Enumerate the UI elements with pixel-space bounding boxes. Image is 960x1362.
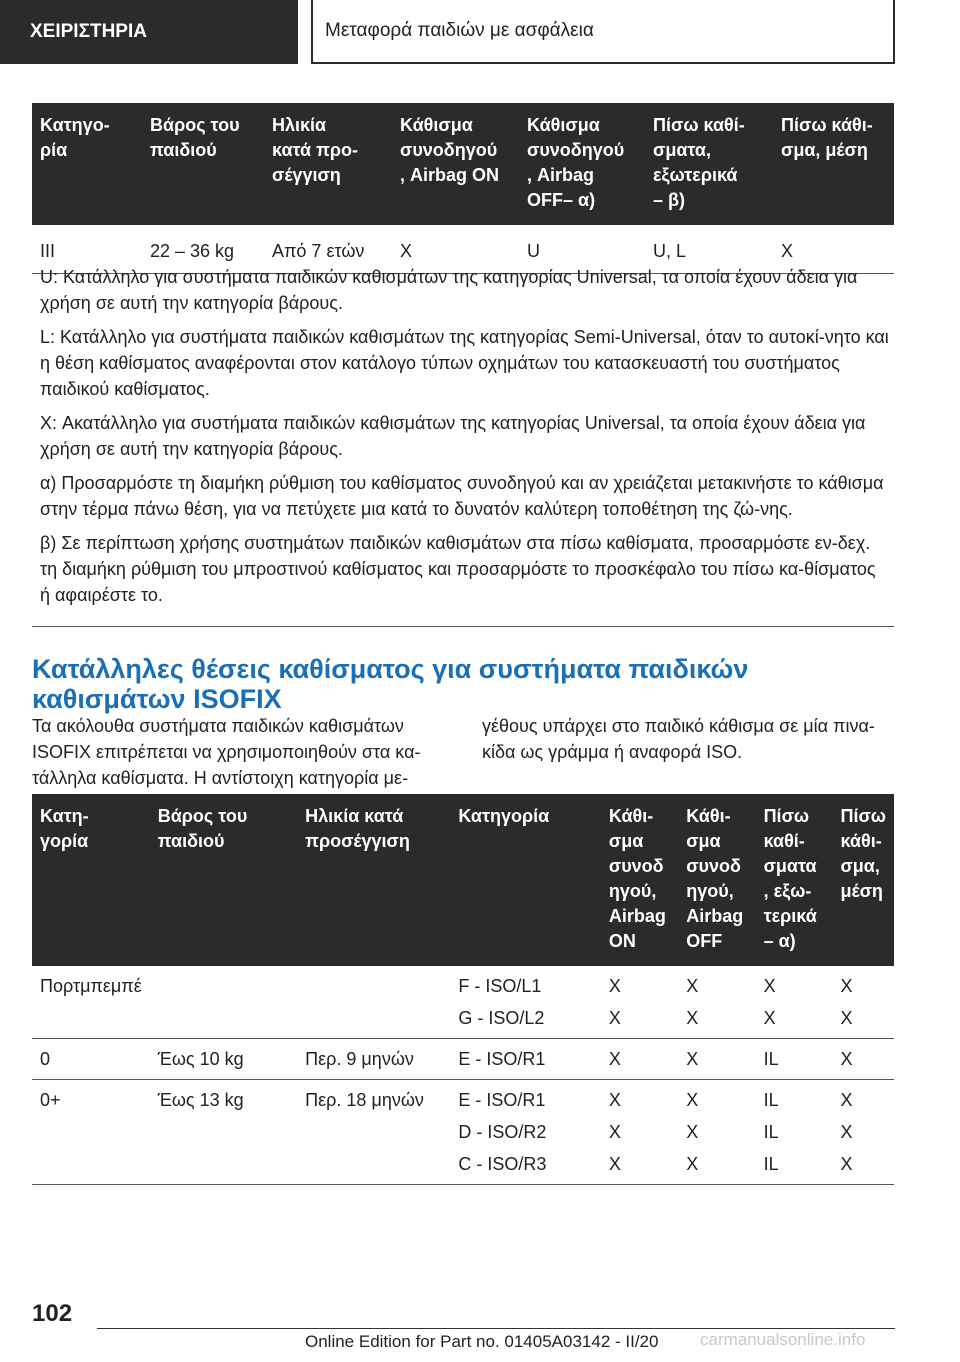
child-seat-table xyxy=(32,103,894,274)
table-cell: 22 – 36 kg xyxy=(142,225,264,274)
cell-line: X xyxy=(608,1090,621,1110)
table-header-cell: Πίσω καθί- σματα, εξωτερικά – β) xyxy=(645,103,773,225)
table-cell: Περ. 18 μηνών xyxy=(297,1080,450,1185)
table-cell xyxy=(601,1080,678,1185)
page-number: 102 xyxy=(32,1300,73,1327)
table-notes xyxy=(40,264,890,616)
table-cell: Έως 10 kg xyxy=(150,1039,297,1080)
table-cell xyxy=(832,966,894,1039)
table-cell: U xyxy=(519,225,645,274)
cell-line: X xyxy=(686,1090,699,1110)
cell-line: X xyxy=(840,1154,853,1174)
table-header-cell: Κατη- γορία xyxy=(32,794,150,966)
table-header-cell: Πίσω κάθι- σμα, μέση xyxy=(773,103,894,225)
table-cell: III xyxy=(32,225,142,274)
table-row xyxy=(32,1039,894,1080)
note-u: U: Κατάλληλο για συστήματα παιδικών καθισμάτων της κατηγορίας Universal, τα οποία έχουν άδεια για χρήση σε αυτή την κατηγορία βάρους. xyxy=(40,267,858,313)
table-cell: 0+ xyxy=(32,1080,150,1185)
cell-line: X xyxy=(608,976,621,996)
table-header-cell: Κατηγο- ρία xyxy=(32,103,142,225)
footer-rule xyxy=(97,1328,895,1329)
cell-line: X xyxy=(763,976,776,996)
table-cell xyxy=(678,1039,755,1080)
cell-line: X xyxy=(840,1090,853,1110)
edition-text: Online Edition for Part no. 01405A03142 - II/20 xyxy=(305,1332,659,1351)
cell-line: E - ISO/R1 xyxy=(458,1049,546,1069)
table-cell xyxy=(756,1080,833,1185)
table-cell: Περ. 9 μηνών xyxy=(297,1039,450,1080)
cell-line: X xyxy=(608,1008,621,1028)
table-cell xyxy=(601,966,678,1039)
table-cell: 0 xyxy=(32,1039,150,1080)
cell-line: IL xyxy=(763,1154,779,1174)
table-cell: Από 7 ετών xyxy=(264,225,392,274)
cell-line: X xyxy=(763,1008,776,1028)
cell-line: X xyxy=(686,976,699,996)
table-cell xyxy=(450,1039,601,1080)
table-cell xyxy=(756,1039,833,1080)
cell-line: X xyxy=(840,1008,853,1028)
watermark: carmanualsonline.info xyxy=(700,1330,866,1349)
table-cell xyxy=(832,1039,894,1080)
table-cell: U, L xyxy=(645,225,773,274)
cell-line: X xyxy=(840,1049,853,1069)
cell-line: X xyxy=(686,1122,699,1142)
table-cell xyxy=(678,966,755,1039)
cell-line: X xyxy=(608,1122,621,1142)
table-row xyxy=(32,1080,894,1185)
section-tab: ΧΕΙΡΙΣΤΗΡΙΑ xyxy=(0,0,298,64)
table-header-cell: Κατηγορία xyxy=(450,794,601,966)
table-cell xyxy=(297,966,450,1039)
note-beta: β) Σε περίπτωση χρήσης συστημάτων παιδικών καθισμάτων στα πίσω καθίσματα, προσαρμόστε εν-δεχ. τη διαμήκη ρύθμιση του μπροστινού καθίσματος και προσαρμόστε το προσκέφαλο του πίσω κα-θίσματος ή αφαιρέστε το. xyxy=(40,533,876,605)
table-header-cell: Ηλικία κατά προ- σέγγιση xyxy=(264,103,392,225)
table-cell: X xyxy=(392,225,519,274)
table-cell: X xyxy=(773,225,894,274)
intro-left-column: Τα ακόλουθα συστήματα παιδικών καθισμάτων ISOFIX επιτρέπεται να χρησιμοποιηθούν στα κα-τάλληλα καθίσματα. Η αντίστοιχη κατηγορία με- xyxy=(32,716,421,788)
divider xyxy=(32,626,894,627)
table-header-cell: Κάθισμα συνοδηγού , Airbag ON xyxy=(392,103,519,225)
cell-line: D - ISO/R2 xyxy=(458,1122,547,1142)
table-cell: Έως 13 kg xyxy=(150,1080,297,1185)
table-cell xyxy=(756,966,833,1039)
table-header-cell: Πίσω καθί- σματα , εξω- τερικά – α) xyxy=(756,794,833,966)
table-cell xyxy=(450,1080,601,1185)
table-header-cell: Κάθι- σμα συνοδ ηγού, Airbag ON xyxy=(601,794,678,966)
table-header-row xyxy=(32,103,894,225)
subsection-tab: Μεταφορά παιδιών με ασφάλεια xyxy=(311,0,895,64)
table-header-cell: Βάρος του παιδιού xyxy=(142,103,264,225)
cell-line: X xyxy=(608,1049,621,1069)
isofix-table xyxy=(32,794,894,1185)
table-header-cell: Κάθισμα συνοδηγού , Airbag OFF– α) xyxy=(519,103,645,225)
cell-line: X xyxy=(686,1008,699,1028)
table-header-cell: Βάρος του παιδιού xyxy=(150,794,297,966)
table-header-cell: Ηλικία κατά προσέγγιση xyxy=(297,794,450,966)
table-header-cell: Κάθι- σμα συνοδ ηγού, Airbag OFF xyxy=(678,794,755,966)
cell-line: IL xyxy=(763,1122,779,1142)
intro-right-column: γέθους υπάρχει στο παιδικό κάθισμα σε μία πινα-κίδα ως γράμμα ή αναφορά ISO. xyxy=(482,716,875,762)
cell-line: G - ISO/L2 xyxy=(458,1008,545,1028)
table-header-row xyxy=(32,794,894,966)
cell-line: X xyxy=(840,976,853,996)
cell-line: IL xyxy=(763,1090,779,1110)
header-bar xyxy=(0,0,960,64)
cell-line: X xyxy=(608,1154,621,1174)
cell-line: E - ISO/R1 xyxy=(458,1090,546,1110)
table-cell xyxy=(601,1039,678,1080)
note-x: X: Ακατάλληλο για συστήματα παιδικών καθισμάτων της κατηγορίας Universal, τα οποία έχουν άδεια για χρήση σε αυτή την κατηγορία βάρους. xyxy=(40,413,866,459)
table-cell xyxy=(150,966,297,1039)
table-cell: Πορτμπεμπέ xyxy=(32,966,150,1039)
table-cell xyxy=(678,1080,755,1185)
table-row xyxy=(32,966,894,1039)
table-header-cell: Πίσω κάθι- σμα, μέση xyxy=(832,794,894,966)
note-alpha: α) Προσαρμόστε τη διαμήκη ρύθμιση του καθίσματος συνοδηγού και αν χρειάζεται μετακινήστε το κάθισμα στην τέρμα πάνω θέση, για να πετύχετε μια κατά το δυνατόν καλύτερη τοποθέτηση της ζώ-νης. xyxy=(40,473,884,519)
cell-line: X xyxy=(840,1122,853,1142)
cell-line: C - ISO/R3 xyxy=(458,1154,547,1174)
cell-line: X xyxy=(686,1154,699,1174)
note-l: L: Κατάλληλο για συστήματα παιδικών καθισμάτων της κατηγορίας Semi-Universal, όταν το αυτοκί-νητο και η θέση καθίσματος αναφέρονται στον κατάλογο τύπων οχημάτων του κατασκευαστή του συστήματος παιδικού καθίσματος. xyxy=(40,327,889,399)
cell-line: X xyxy=(686,1049,699,1069)
cell-line: F - ISO/L1 xyxy=(458,976,542,996)
table-cell xyxy=(832,1080,894,1185)
table-cell xyxy=(450,966,601,1039)
section-title: Κατάλληλες θέσεις καθίσματος για συστήματα παιδικών καθισμάτων ISOFIX xyxy=(32,654,749,714)
cell-line: IL xyxy=(763,1049,779,1069)
